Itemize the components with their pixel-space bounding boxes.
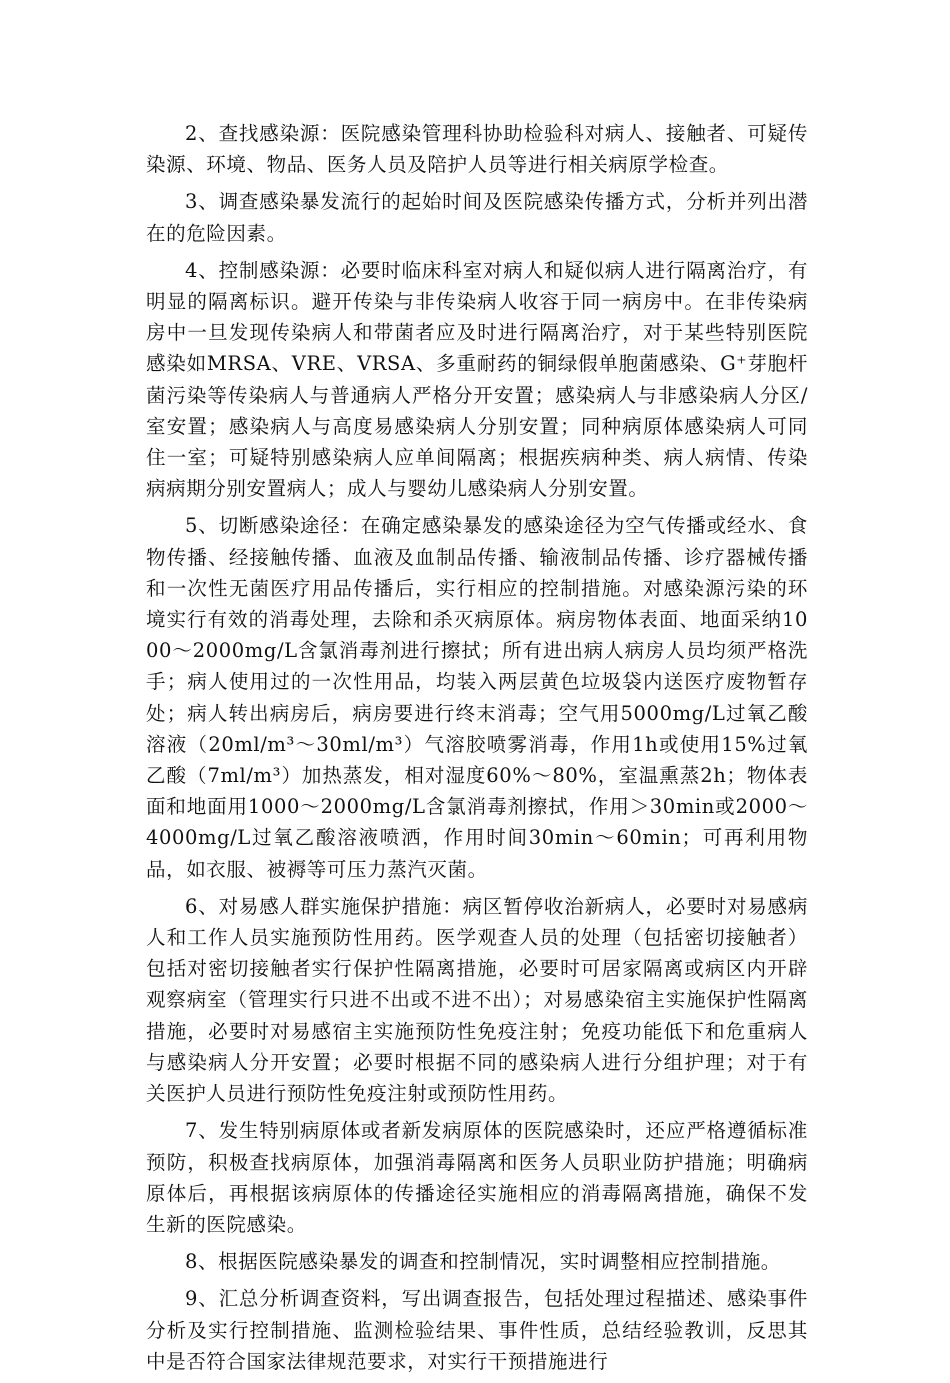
paragraph-8-adjust-control-measures: 8、根据医院感染暴发的调查和控制情况，实时调整相应控制措施。 [185,1250,781,1274]
document-body [146,118,808,1383]
paragraph-4-control-infection-source: 4、控制感染源：必要时临床科室对病人和疑似病人进行隔离治疗，有明显的隔离标识。避开传染与非传染病人收容于同一病房中。在非传染病房中一旦发现传染病人和带菌者应及时进行隔离治疗，对于某些特别医院感染如MRSA、VRE、VRSA、多重耐药的铜绿假单胞菌感染、G⁺芽胞杆菌污染等传染病人与普通病人严格分开安置；感染病人与非感染病人分区/室安置；感染病人与高度易感染病人分别安置；同种病原体感染病人可同住一室；可疑特别感染病人应单间隔离；根据疾病种类、病人病情、传染病病期分别安置病人；成人与婴幼儿感染病人分别安置。 [146,258,808,501]
paragraph-5-cut-transmission-route: 5、切断感染途径：在确定感染暴发的感染途径为空气传播或经水、食物传播、经接触传播、血液及血制品传播、输液制品传播、诊疗器械传播和一次性无菌医疗用品传播后，实行相应的控制措施。对感染源污染的环境实行有效的消毒处理，去除和杀灭病原体。病房物体表面、地面采纳1000～2000mg/L含氯消毒剂进行擦拭；所有进出病人病房人员均须严格洗手；病人使用过的一次性用品，均装入两层黄色垃圾袋内送医疗废物暂存处；病人转出病房后，病房要进行终末消毒；空气用5000mg/L过氧乙酸溶液（20ml/m³～30ml/m³）气溶胶喷雾消毒，作用1h或使用15%过氧乙酸（7ml/m³）加热蒸发，相对湿度60%～80%，室温熏蒸2h；物体表面和地面用1000～2000mg/L含氯消毒剂擦拭，作用＞30min或2000～4000mg/L过氧乙酸溶液喷洒，作用时间30min～60min；可再利用物品，如衣服、被褥等可压力蒸汽灭菌。 [146,514,808,881]
paragraph-3-investigate-outbreak-timing: 3、调查感染暴发流行的起始时间及医院感染传播方式，分析并列出潜在的危险因素。 [146,190,808,245]
paragraph-7-special-pathogen-measures: 7、发生特别病原体或者新发病原体的医院感染时，还应严格遵循标准预防，积极查找病原体，加强消毒隔离和医务人员职业防护措施；明确病原体后，再根据该病原体的传播途径实施相应的消毒隔离措施，确保不发生新的医院感染。 [146,1119,808,1236]
paragraph-9-summary-report: 9、汇总分析调查资料，写出调查报告，包括处理过程描述、感染事件分析及实行控制措施、监测检验结果、事件性质，总结经验教训，反思其中是否符合国家法律规范要求，对实行干预措施进行 [146,1287,808,1373]
paragraph-2-find-infection-source: 2、查找感染源：医院感染管理科协助检验科对病人、接触者、可疑传染源、环境、物品、医务人员及陪护人员等进行相关病原学检查。 [146,122,808,177]
paragraph-6-protect-susceptible-population: 6、对易感人群实施保护措施：病区暂停收治新病人，必要时对易感病人和工作人员实施预防性用药。医学观查人员的处理（包括密切接触者）包括对密切接触者实行保护性隔离措施，必要时可居家隔离或病区内开辟观察病室（管理实行只进不出或不进不出）；对易感染宿主实施保护性隔离措施，必要时对易感宿主实施预防性免疫注射；免疫功能低下和危重病人与感染病人分开安置；必要时根据不同的感染病人进行分组护理；对于有关医护人员进行预防性免疫注射或预防性用药。 [146,894,808,1106]
